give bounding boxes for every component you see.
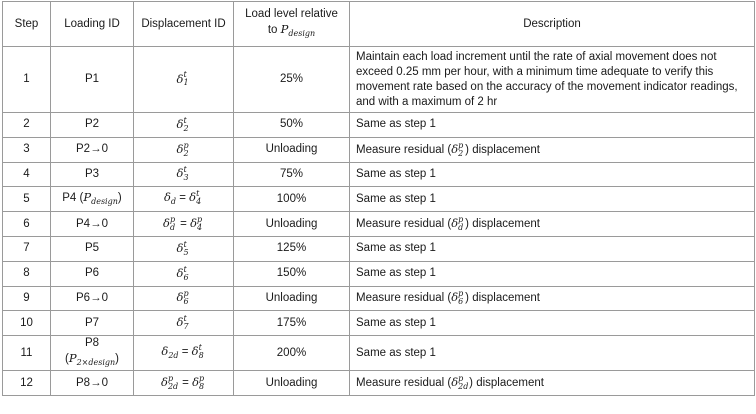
disp-rhs-sub: 4: [197, 223, 203, 233]
loading-id-line2-sub: 2×design: [76, 358, 116, 368]
desc-sup: p: [458, 215, 464, 225]
loading-id-cell: P7: [51, 311, 134, 336]
desc-suffix: ) displacement: [469, 377, 544, 390]
header-load-level-symbol: P: [280, 22, 289, 36]
desc-sub: 2: [458, 148, 464, 158]
description-cell: Same as step 1: [350, 261, 755, 286]
disp-symbol: δ: [176, 71, 184, 86]
description-cell: Same as step 1: [350, 236, 755, 261]
disp-symbol: δ: [176, 315, 184, 330]
loading-steps-table: [2, 1, 755, 396]
disp-sup: t: [183, 239, 187, 249]
table-row: [3, 212, 755, 237]
disp-sub: 6: [183, 297, 189, 307]
step-cell: 2: [3, 113, 51, 138]
disp-lhs-sub: 2d: [168, 350, 179, 360]
displacement-id-cell: [134, 311, 234, 336]
step-cell: 9: [3, 286, 51, 311]
disp-equals: =: [181, 345, 189, 358]
disp-sub: 5: [183, 247, 189, 257]
step-cell: 4: [3, 162, 51, 187]
load-level-cell: 100%: [234, 187, 350, 212]
table-row: [3, 236, 755, 261]
desc-sup: p: [458, 374, 464, 384]
displacement-id-cell: [134, 371, 234, 396]
disp-lhs-sub: 2d: [167, 382, 179, 392]
disp-lhs-symbol: δ: [161, 343, 169, 358]
desc-symbol: δ: [451, 216, 459, 231]
table-row: [3, 336, 755, 371]
load-level-cell: 175%: [234, 311, 350, 336]
desc-suffix: ) displacement: [465, 143, 540, 156]
load-level-cell: Unloading: [234, 371, 350, 396]
header-description: Description: [350, 2, 755, 47]
table-row: [3, 137, 755, 162]
disp-sub: 1: [183, 78, 189, 88]
disp-sub: 7: [183, 322, 189, 332]
step-cell: 5: [3, 187, 51, 212]
table-row: [3, 162, 755, 187]
load-level-cell: Unloading: [234, 212, 350, 237]
disp-symbol: δ: [176, 265, 184, 280]
disp-rhs-sub: 8: [198, 350, 204, 360]
disp-sup: t: [183, 115, 187, 125]
load-level-cell: Unloading: [234, 137, 350, 162]
disp-sub: 6: [183, 272, 189, 282]
step-cell: 3: [3, 137, 51, 162]
description-cell: Maintain each load increment until the rate of axial movement does not exceed 0.25 mm per hour, with a minimum time adequate to verify this movement rate based on the accuracy of the movement indicator readings, and with a maximum of 2 hr: [350, 47, 755, 113]
disp-lhs-sup: p: [169, 215, 176, 225]
description-cell: Same as step 1: [350, 187, 755, 212]
desc-prefix: Measure residual (: [356, 377, 452, 390]
header-displacement-id: Displacement ID: [134, 2, 234, 47]
load-level-cell: 50%: [234, 113, 350, 138]
desc-symbol: δ: [451, 375, 459, 390]
description-cell: Same as step 1: [350, 113, 755, 138]
step-cell: 11: [3, 336, 51, 371]
loading-id-cell: P1: [51, 47, 134, 113]
load-level-cell: 75%: [234, 162, 350, 187]
disp-rhs-sup: t: [196, 188, 200, 198]
description-cell: [350, 212, 755, 237]
disp-rhs-sup: p: [199, 374, 205, 384]
step-cell: 8: [3, 261, 51, 286]
description-cell: [350, 286, 755, 311]
description-cell: Same as step 1: [350, 311, 755, 336]
loading-id-cell: [51, 336, 134, 371]
description-cell: [350, 371, 755, 396]
desc-suffix: ) displacement: [465, 218, 540, 231]
table-row: [3, 47, 755, 113]
desc-sub: 6: [458, 297, 464, 307]
disp-rhs-sup: t: [198, 342, 202, 352]
load-level-cell: Unloading: [234, 286, 350, 311]
displacement-id-cell: [134, 212, 234, 237]
displacement-id-cell: [134, 162, 234, 187]
disp-lhs-symbol: δ: [163, 216, 170, 231]
header-load-level-line1: Load level relative: [245, 8, 338, 20]
desc-prefix: Measure residual (: [356, 292, 452, 305]
disp-sup: t: [183, 314, 187, 324]
load-level-cell: 200%: [234, 336, 350, 371]
loading-id-line2-symbol: P: [68, 351, 77, 366]
desc-prefix: Measure residual (: [356, 143, 452, 156]
description-cell: Same as step 1: [350, 162, 755, 187]
disp-lhs-symbol: δ: [161, 375, 168, 390]
disp-symbol: δ: [176, 240, 184, 255]
loading-id-cell: [51, 187, 134, 212]
desc-sub: 2d: [458, 382, 469, 392]
disp-lhs-sup: p: [167, 374, 174, 384]
loading-id-line1: P8: [84, 337, 100, 350]
disp-equals: =: [182, 377, 189, 390]
loading-id-cell: P6: [51, 261, 134, 286]
displacement-id-cell: [134, 261, 234, 286]
loading-id-suffix: ): [117, 191, 122, 204]
header-load-level-symbol-sub: design: [288, 29, 316, 38]
disp-rhs-sub: 4: [196, 196, 202, 206]
disp-symbol: δ: [176, 116, 184, 131]
disp-rhs-symbol: δ: [192, 375, 199, 390]
table-row: [3, 371, 755, 396]
disp-rhs-symbol: δ: [191, 343, 199, 358]
displacement-id-cell: [134, 187, 234, 212]
table-row: [3, 113, 755, 138]
disp-sub: 3: [183, 173, 189, 183]
table-row: [3, 187, 755, 212]
disp-lhs-sub: d: [169, 223, 176, 233]
step-cell: 10: [3, 311, 51, 336]
description-cell: [350, 137, 755, 162]
desc-prefix: Measure residual (: [356, 218, 452, 231]
loading-id-symbol: P: [83, 189, 92, 204]
loading-id-cell: P3: [51, 162, 134, 187]
description-cell: Same as step 1: [350, 336, 755, 371]
step-cell: 7: [3, 236, 51, 261]
disp-sup: t: [183, 165, 187, 175]
step-cell: 6: [3, 212, 51, 237]
loading-id-cell: P2→0: [51, 137, 134, 162]
desc-sub: d: [458, 223, 464, 233]
disp-sup: t: [183, 70, 187, 80]
disp-symbol: δ: [176, 166, 184, 181]
loading-id-cell: P5: [51, 236, 134, 261]
loading-id-cell: P2: [51, 113, 134, 138]
disp-rhs-sub: 8: [199, 382, 205, 392]
step-cell: 1: [3, 47, 51, 113]
disp-sub: 2: [183, 148, 189, 158]
displacement-id-cell: [134, 137, 234, 162]
displacement-id-cell: [134, 236, 234, 261]
disp-symbol: δ: [176, 290, 184, 305]
loading-id-cell: P6→0: [51, 286, 134, 311]
disp-lhs-sub: d: [170, 196, 176, 206]
loading-id-cell: P8→0: [51, 371, 134, 396]
loading-id-line2-prefix: (: [64, 353, 69, 366]
disp-rhs-symbol: δ: [190, 216, 197, 231]
table-row: [3, 261, 755, 286]
desc-sup: p: [458, 289, 464, 299]
desc-sup: p: [458, 140, 464, 150]
disp-symbol: δ: [176, 141, 184, 156]
load-level-cell: 125%: [234, 236, 350, 261]
header-loading-id: Loading ID: [51, 2, 134, 47]
header-load-level-line2: to: [267, 24, 278, 36]
table-row: [3, 286, 755, 311]
disp-sup: p: [183, 140, 189, 150]
disp-rhs-sup: p: [197, 215, 203, 225]
disp-sub: 2: [183, 123, 189, 133]
load-level-cell: 150%: [234, 261, 350, 286]
desc-symbol: δ: [451, 141, 459, 156]
disp-sup: p: [183, 289, 189, 299]
loading-id-line2-suffix: ): [115, 353, 120, 366]
table-row: [3, 311, 755, 336]
loading-id-cell: P4→0: [51, 212, 134, 237]
disp-sup: t: [183, 264, 187, 274]
displacement-id-cell: [134, 47, 234, 113]
header-row: [3, 2, 755, 47]
displacement-id-cell: [134, 113, 234, 138]
disp-rhs-symbol: δ: [189, 189, 197, 204]
load-level-cell: 25%: [234, 47, 350, 113]
disp-equals: =: [180, 218, 187, 231]
displacement-id-cell: [134, 286, 234, 311]
loading-id-sub: design: [91, 196, 118, 206]
header-step: Step: [3, 2, 51, 47]
desc-suffix: ) displacement: [465, 292, 540, 305]
header-load-level: [234, 2, 350, 47]
desc-symbol: δ: [451, 290, 459, 305]
loading-id-prefix: P4 (: [62, 191, 84, 204]
disp-equals: =: [179, 191, 186, 204]
step-cell: 12: [3, 371, 51, 396]
displacement-id-cell: [134, 336, 234, 371]
disp-lhs-symbol: δ: [163, 189, 171, 204]
